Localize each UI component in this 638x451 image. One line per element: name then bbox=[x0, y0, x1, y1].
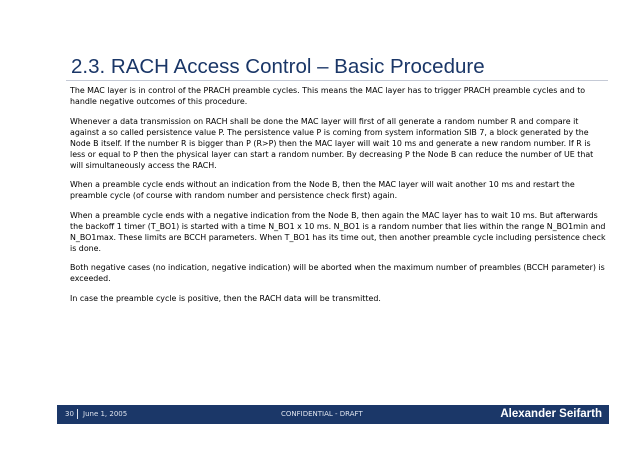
paragraph-mac-control: The MAC layer is in control of the PRACH preamble cycles. This means the MAC layer has to trigger PRACH preamble cycles and to handle negative outcomes of this procedure. bbox=[70, 86, 586, 106]
paragraph-negative-indication: When a preamble cycle ends with a negative indication from the Node B, then again the MAC layer has to wait 10 ms. But afterwards the backoff 1 timer (T_BO1) is started with a time N_BO1 x 10 ms. N_BO1 is a random number that lies within the range N_BO1min and N_BO1max. These limits are BCCH parameters. When T_BO1 has its time out, then another preamble cycle including persistence check is done. bbox=[70, 210, 606, 253]
confidentiality-label: CONFIDENTIAL - DRAFT bbox=[281, 410, 363, 418]
paragraph-persistence-check: Whenever a data transmission on RACH shall be done the MAC layer will first of all generate a random number R and compare it against a so called persistence value P. The persistence value P is coming from system information SIB 7, a block generated by the Node B itself. If the number R is bigger than P (R>P) then the MAC layer will wait 10 ms and generate a new random number. If R is less or equal to P then the physical layer can start a random number. By decreasing P the Node B can reduce the number of UE that will simultaneously access the RACH. bbox=[70, 116, 594, 170]
paragraph-positive-cycle: In case the preamble cycle is positive, then the RACH data will be transmitted. bbox=[70, 293, 381, 303]
footer-separator bbox=[77, 409, 78, 419]
paragraph-abort-condition: Both negative cases (no indication, negative indication) will be aborted when the maximum number of preambles (BCCH parameter) is exceeded. bbox=[70, 263, 605, 284]
slide-title: 2.3. RACH Access Control – Basic Procedure bbox=[71, 55, 485, 78]
page-number: 30 bbox=[65, 410, 74, 418]
paragraph-no-indication: When a preamble cycle ends without an indication from the Node B, then the MAC layer will wait another 10 ms and restart the preamble cycle (of course with random number and persistence check first) again. bbox=[70, 180, 575, 201]
author-name: Alexander Seifarth bbox=[500, 408, 602, 420]
title-divider bbox=[66, 80, 608, 81]
slide-body bbox=[70, 85, 606, 313]
footer-date: June 1, 2005 bbox=[83, 410, 128, 418]
